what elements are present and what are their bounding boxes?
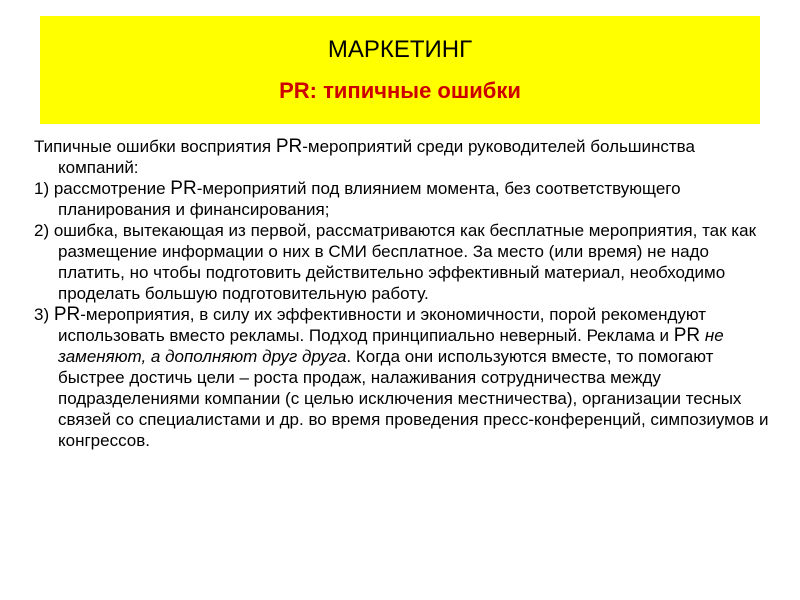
item3-emphasis: не заменяют, а дополняют друг друга: [58, 326, 724, 366]
item1-text-b: -мероприятий под влиянием момента, без соответствующего планирования и финансирования;: [58, 179, 681, 219]
intro-text-a: Типичные ошибки восприятия: [34, 137, 276, 156]
item1-text-a: 1) рассмотрение: [34, 179, 171, 198]
intro-paragraph: [34, 136, 774, 178]
list-item-2: [34, 220, 774, 304]
slide-subtitle: PR: типичные ошибки: [279, 78, 521, 103]
item3-pr-2: PR: [673, 325, 701, 346]
slide-body: [34, 136, 774, 451]
item3-pr-1: PR: [53, 304, 81, 325]
intro-text-b: -мероприятий среди руководителей большинства компаний:: [58, 137, 695, 177]
list-item-3: [34, 304, 774, 451]
item3-text-d: . Когда они используются вместе, то помогают быстрее достичь цели – роста продаж, налаживания сотрудничества между подразделениями компании (с целью исключения местничества), организации тесных связей со специалистами и др. во время проведения пресс-конференций, симпозиумов и конгрессов.: [58, 347, 769, 450]
intro-pr: PR: [275, 136, 303, 157]
item3-text-a: 3): [34, 305, 54, 324]
title-banner: [40, 16, 760, 124]
list-item-1: [34, 178, 774, 220]
item2-text: 2) ошибка, вытекающая из первой, рассматриваются как бесплатные мероприятия, так как размещение информации о них в СМИ бесплатное. За место (или время) не надо платить, но чтобы подготовить действительно эффективный материал, необходимо проделать большую подготовительную работу.: [34, 221, 757, 303]
slide-title: МАРКЕТИНГ: [327, 36, 473, 63]
item3-text-b: -мероприятия, в силу их эффективности и экономичности, порой рекомендуют использовать вместо рекламы. Подход принципиально неверный. Реклама и: [58, 305, 707, 345]
item1-pr: PR: [170, 178, 197, 199]
